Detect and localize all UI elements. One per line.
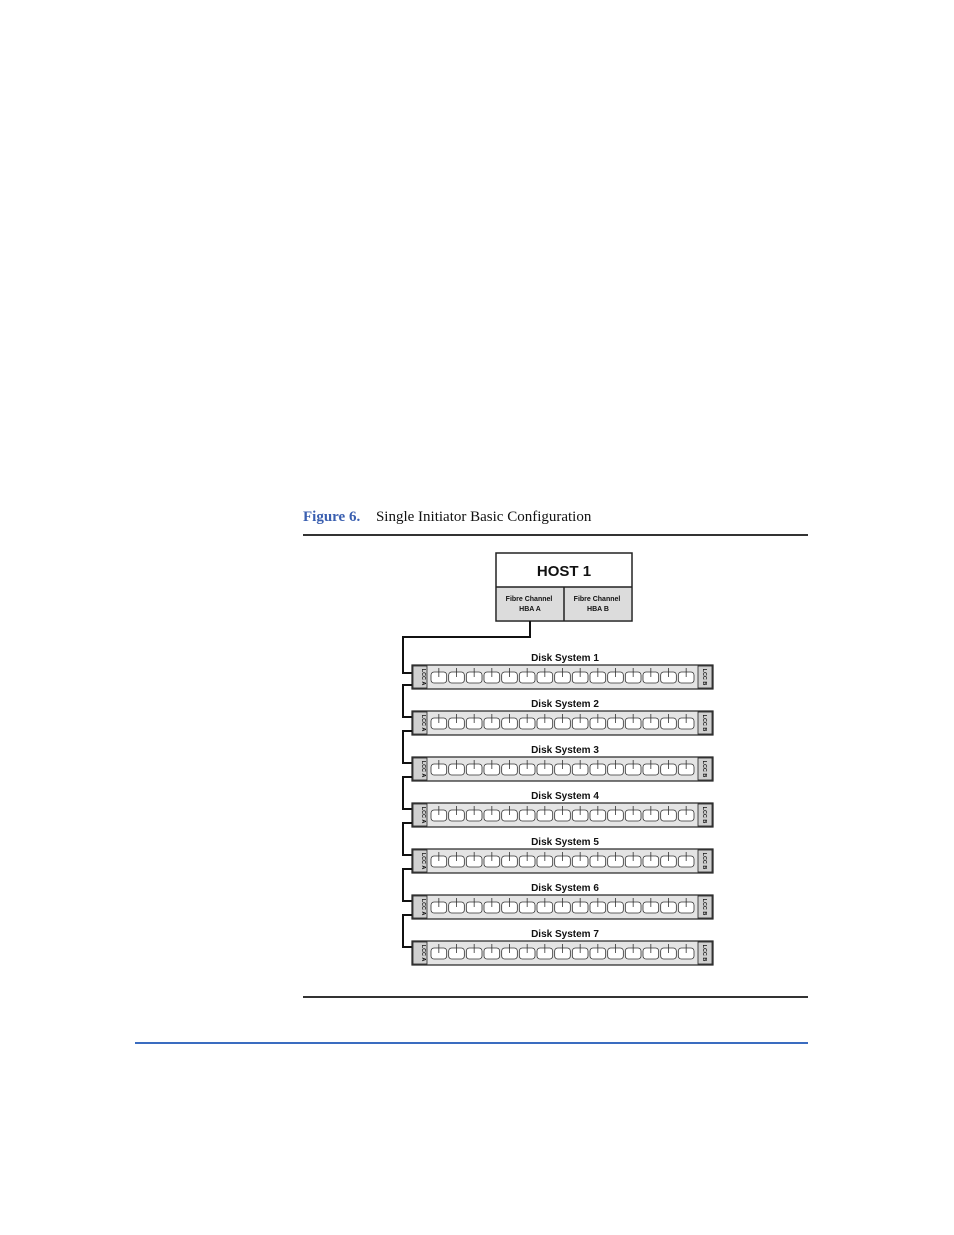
daisy-chain-cable <box>403 915 412 947</box>
disk-system-label: Disk System 7 <box>531 929 599 940</box>
host-box <box>496 553 632 621</box>
hba-a-line-1: Fibre Channel <box>505 596 553 603</box>
disk-system-label: Disk System 3 <box>531 745 599 756</box>
disk-system-label: Disk System 6 <box>531 883 599 894</box>
disk-system <box>412 837 713 873</box>
disk-system <box>412 745 713 781</box>
disk-system-label: Disk System 1 <box>531 653 599 664</box>
figure-bottom-rule <box>303 996 808 998</box>
figure-number: Figure 6. <box>303 509 361 525</box>
hba-b-line-1: Fibre Channel <box>573 596 621 603</box>
daisy-chain-cable <box>403 823 412 855</box>
footer-rule <box>135 1042 808 1044</box>
daisy-chain-cable <box>403 777 412 809</box>
lcc-b-label: LCC B <box>701 760 707 778</box>
figure-caption <box>303 509 591 526</box>
disk-system-label: Disk System 5 <box>531 837 599 848</box>
lcc-a-label: LCC A <box>420 760 426 778</box>
hba-b-line-2: HBA B <box>587 606 609 613</box>
lcc-b-label: LCC B <box>701 668 707 686</box>
disk-system <box>412 929 713 965</box>
lcc-a-label: LCC A <box>420 944 426 962</box>
daisy-chain-cable <box>403 685 412 717</box>
lcc-a-label: LCC A <box>420 668 426 686</box>
figure-title: Single Initiator Basic Configuration <box>375 509 592 525</box>
disk-systems <box>403 653 713 965</box>
disk-system <box>412 653 713 689</box>
daisy-chain-cable <box>403 869 412 901</box>
disk-system <box>412 699 713 735</box>
lcc-b-label: LCC B <box>701 898 707 916</box>
disk-system <box>412 883 713 919</box>
hba-a-line-2: HBA A <box>519 606 541 613</box>
host-title: HOST 1 <box>536 563 592 580</box>
lcc-a-label: LCC A <box>420 806 426 824</box>
disk-system <box>412 791 713 827</box>
single-initiator-diagram <box>380 545 730 975</box>
lcc-a-label: LCC A <box>420 714 426 732</box>
lcc-b-label: LCC B <box>701 944 707 962</box>
lcc-b-label: LCC B <box>701 806 707 824</box>
lcc-b-label: LCC B <box>701 852 707 870</box>
disk-system-label: Disk System 4 <box>531 791 599 802</box>
lcc-b-label: LCC B <box>701 714 707 732</box>
daisy-chain-cable <box>403 731 412 763</box>
disk-system-label: Disk System 2 <box>531 699 599 710</box>
caption-rule <box>303 534 808 536</box>
lcc-a-label: LCC A <box>420 898 426 916</box>
lcc-a-label: LCC A <box>420 852 426 870</box>
